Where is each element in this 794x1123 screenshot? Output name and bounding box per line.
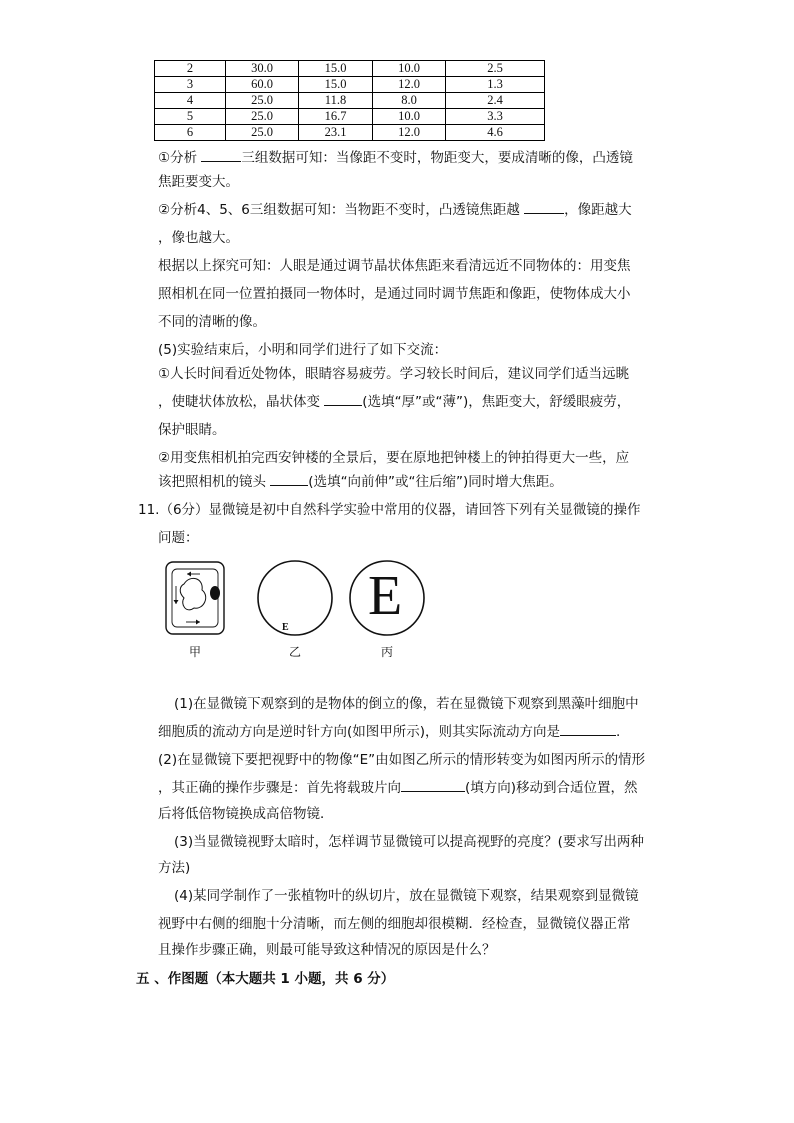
table-row — [155, 125, 545, 141]
question-5-intro: (5)实验结束后，小明和同学们进行了如下交流： — [158, 342, 448, 358]
table-cell: 12.0 — [373, 77, 446, 93]
cell-membrane — [172, 569, 218, 627]
data-table-body — [155, 61, 545, 141]
answer-blank[interactable] — [324, 391, 362, 406]
sub-question-4-line2: 视野中右侧的细胞十分清晰，而左侧的细胞却很模糊．经检查，显微镜仪器正常 — [158, 916, 631, 932]
table-cell: 2 — [155, 61, 226, 77]
figure-jia-cell — [166, 562, 224, 634]
table-cell: 4.6 — [446, 125, 545, 141]
data-table — [154, 60, 545, 141]
analysis-2-line1 — [158, 196, 658, 224]
table-cell: 11.8 — [299, 93, 373, 109]
table-cell: 25.0 — [226, 109, 299, 125]
table-cell: 60.0 — [226, 77, 299, 93]
sub-question-1-period: . — [616, 724, 621, 740]
analysis-1-text-a: ①分析 — [158, 150, 198, 166]
table-cell: 23.1 — [299, 125, 373, 141]
table-cell: 25.0 — [226, 93, 299, 109]
sub-question-4-line3: 且操作步骤正确，则最可能导致这种情况的原因是什么？ — [158, 942, 496, 958]
figure-yi-label: 乙 — [289, 645, 302, 659]
table-cell: 2.4 — [446, 93, 545, 109]
table-row — [155, 77, 545, 93]
arrow-head-down-icon — [174, 600, 179, 604]
figure-bing-letter-e: E — [368, 565, 403, 627]
conclusion-line2: 照相机在同一位置拍摄同一物体时，是通过同时调节焦距和像距，使物体成大小 — [158, 286, 631, 302]
table-cell: 12.0 — [373, 125, 446, 141]
table-cell: 3.3 — [446, 109, 545, 125]
table-cell: 5 — [155, 109, 226, 125]
analysis-2-line2: ，像也越大。 — [158, 230, 239, 246]
table-cell: 25.0 — [226, 125, 299, 141]
table-row — [155, 93, 545, 109]
answer-blank[interactable] — [401, 777, 465, 792]
analysis-2-text-b: ，像距越大 — [564, 202, 632, 218]
question-11-line1: 11.（6分）显微镜是初中自然科学实验中常用的仪器，请回答下列有关显微镜的操作 — [138, 502, 641, 518]
vacuole — [180, 578, 205, 610]
table-cell: 30.0 — [226, 61, 299, 77]
sub-question-2-text-a: ，其正确的操作步骤是：首先将载玻片向 — [158, 780, 401, 796]
figure-jia-label: 甲 — [189, 645, 202, 659]
arrow-head-right-icon — [196, 620, 200, 625]
analysis-1-text-b: 三组数据可知：当像距不变时，物距变大，要成清晰的像，凸透镜 — [241, 150, 633, 166]
section-5-heading: 五 、作图题（本大题共 1 小题，共 6 分） — [136, 971, 395, 987]
analysis-2-text-a: ②分析4、5、6三组数据可知：当物距不变时，凸透镜焦距越 — [158, 202, 520, 218]
sub-question-1-line2 — [158, 718, 658, 746]
table-cell: 3 — [155, 77, 226, 93]
sub-question-4-line1: (4)某同学制作了一张植物叶的纵切片，放在显微镜下观察，结果观察到显微镜 — [174, 888, 639, 904]
figure-bing-label: 丙 — [381, 645, 394, 659]
question-5-1-line2 — [158, 388, 658, 416]
figure-yi-field-of-view — [258, 561, 332, 635]
sub-question-2-line1: (2)在显微镜下要把视野中的物像“E”由如图乙所示的情形转变为如图丙所示的情形 — [158, 752, 646, 768]
conclusion-line3: 不同的清晰的像。 — [158, 314, 266, 330]
table-cell: 10.0 — [373, 61, 446, 77]
table-row — [155, 109, 545, 125]
table-row — [155, 61, 545, 77]
analysis-1-line2: 焦距要变大。 — [158, 174, 239, 190]
sub-question-2-line3: 后将低倍物镜换成高倍物镜． — [158, 806, 334, 822]
sub-question-1-text: 细胞质的流动方向是逆时针方向(如图甲所示)，则其实际流动方向是 — [158, 724, 561, 740]
figure-yi-letter-e: E — [282, 622, 289, 633]
conclusion-line1: 根据以上探究可知：人眼是通过调节晶状体焦距来看清远近不同物体的：用变焦 — [158, 258, 631, 274]
table-cell: 10.0 — [373, 109, 446, 125]
question-5-1-line1: ①人长时间看近处物体，眼睛容易疲劳。学习较长时间后，建议同学们适当远眺 — [158, 366, 630, 382]
sub-question-1-line1: (1)在显微镜下观察到的是物体的倒立的像，若在显微镜下观察到黑藻叶细胞中 — [174, 696, 639, 712]
table-cell: 1.3 — [446, 77, 545, 93]
table-cell: 8.0 — [373, 93, 446, 109]
table-cell: 16.7 — [299, 109, 373, 125]
nucleus — [210, 586, 220, 600]
answer-blank[interactable] — [524, 199, 564, 214]
question-11-line2: 问题： — [158, 530, 199, 546]
question-5-2-line2 — [158, 468, 658, 496]
sub-question-3-line2: 方法) — [158, 860, 191, 876]
sub-question-2-line2 — [158, 774, 658, 802]
question-5-1-text-a: ，使睫状体放松，晶状体变 — [158, 394, 320, 410]
answer-blank[interactable] — [201, 147, 241, 162]
sub-question-3-line1: (3)当显微镜视野太暗时，怎样调节显微镜可以提高视野的亮度？(要求写出两种 — [174, 834, 644, 850]
question-5-1-line3: 保护眼睛。 — [158, 422, 226, 438]
table-cell: 15.0 — [299, 77, 373, 93]
sub-question-2-text-b: (填方向)移动到合适位置，然 — [465, 780, 638, 796]
question-5-2-text-b: (选填“向前伸”或“往后缩”)同时增大焦距。 — [308, 474, 563, 490]
table-cell: 6 — [155, 125, 226, 141]
table-cell: 15.0 — [299, 61, 373, 77]
question-5-2-text-a: 该把照相机的镜头 — [158, 474, 266, 490]
question-5-2-line1: ②用变焦相机拍完西安钟楼的全景后，要在原地把钟楼上的钟拍得更大一些，应 — [158, 450, 630, 466]
answer-blank[interactable] — [270, 471, 308, 486]
table-cell: 4 — [155, 93, 226, 109]
arrow-head-left-icon — [187, 572, 191, 577]
table-cell: 2.5 — [446, 61, 545, 77]
question-5-1-text-b: (选填“厚”或“薄”)，焦距变大，舒缓眼疲劳， — [362, 394, 631, 410]
answer-blank[interactable] — [560, 721, 616, 736]
